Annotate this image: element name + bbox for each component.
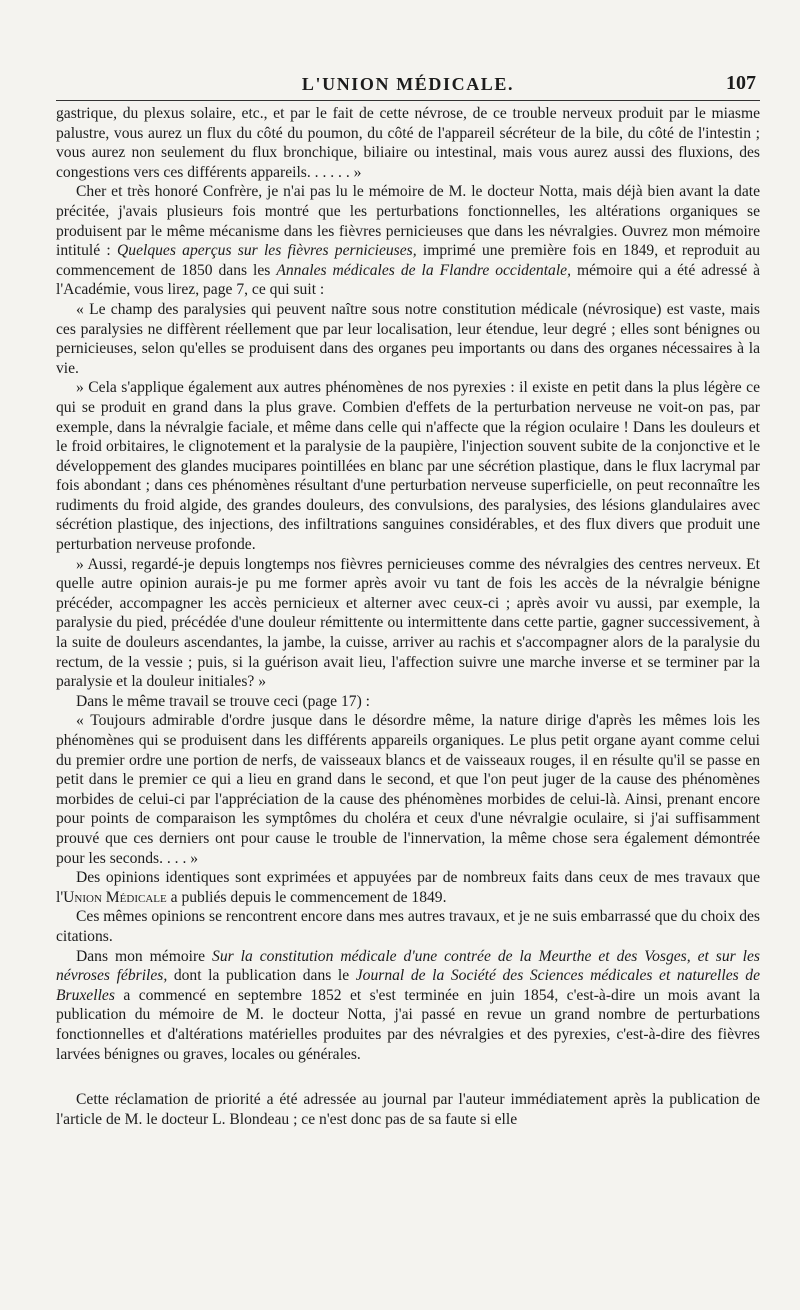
page-header bbox=[56, 0, 760, 104]
paragraph-4: » Cela s'applique également aux autres phénomènes de nos pyrexies : il existe en petit dans la plus légère ce qui se produit en grand dans la plus grave. Combien d'effets de la perturbation nerveuse ne voit-on pas, par exemple, dans la névralgie faciale, et même dans celle qui n'affecte que la région oculaire ! Dans les douleurs et le froid orbitaires, le clignotement et la paralysie de la paupière, l'injection souvent subite de la conjonctive et le développement des glandes mucipares pointillées en blanc par une sécrétion plastique, dans le flux lacrymal par fois abondant ; dans ces phénomènes résultant d'une perturbation nerveuse superficielle, on peut reconnaître les rudiments du froid algide, des grandes douleurs, des convulsions, des paralysies, des lésions glandulaires avec sécrétion plastique, des injections, des infiltrations sanguines considérables, et des flux divers que produit une perturbation nerveuse profonde. bbox=[56, 379, 760, 554]
paragraph-10-text-c: a commencé en septembre 1852 et s'est terminée en juin 1854, c'est-à-dire un mois avant la publication du mémoire de M. le docteur Notta, j'ai passé en revue un grand nombre de perturbations fonctionnelles et d'altérations matérielles produites par des névralgies et des pyrexies, c'est-à-dire des fièvres larvées bénignes ou graves, locales ou générales. bbox=[56, 986, 760, 1063]
paragraph-9: Ces mêmes opinions se rencontrent encore dans mes autres travaux, et je ne suis embarrassé que du choix des citations. bbox=[56, 908, 760, 945]
title-annales-medicales: Annales médicales de la Flandre occidentale, bbox=[276, 261, 571, 279]
page-number: 107 bbox=[726, 72, 756, 94]
journal-name: Union Médicale bbox=[63, 888, 167, 906]
header-rule bbox=[56, 100, 760, 101]
title-journal-societe: Journal de la Société des Sciences médicales et naturelles de Bruxelles bbox=[56, 967, 760, 1004]
paragraph-5: » Aussi, regardé-je depuis longtemps nos fièvres pernicieuses comme des névralgies des centres nerveux. Et quelle autre opinion aurais-je pu me former après avoir vu tant de fois les accès de la névralgie bénigne précéder, accompagner les accès pernicieux et alterner avec ceux-ci ; après avoir vu aussi, par exemple, la paralysie du pied, précédée d'une douleur rémittente ou intermittente dans cette partie, gagner successivement, à la suite de douleurs ascendantes, la jambe, la cuisse, arriver au rachis et s'accompagner alors de la paralysie du rectum, de la vessie ; puis, si la guérison avait lieu, l'affection suivre une marche inverse et se terminer par la paralysie et la douleur initiales? » bbox=[56, 555, 760, 691]
paragraph-10 bbox=[56, 947, 760, 1065]
paragraph-3: « Le champ des paralysies qui peuvent naître sous notre constitution médicale (névrosique) est vaste, mais ces paralysies ne diffèrent réellement que par leur localisation, leur étendue, leur degré ; elles sont bénignes ou pernicieuses, selon qu'elles se produisent dans des organes peu importants ou dans des organes nécessaires à la vie. bbox=[56, 300, 760, 377]
paragraph-2-text-b: imprimé une première fois en 1849, et reproduit au commencement de 1850 dans les bbox=[56, 242, 760, 279]
paragraph-8-text-a: Des opinions identiques sont exprimées et appuyées par de nombreux faits dans ceux de mes travaux que l' bbox=[56, 869, 760, 906]
paragraph-10-text-a: Dans mon mémoire bbox=[76, 947, 213, 965]
paragraph-6: Dans le même travail se trouve ceci (page 17) : bbox=[76, 692, 370, 710]
paragraph-10-text-b: dont la publication dans le bbox=[167, 967, 356, 985]
paragraph-2-text-c: mémoire qui a été adressé à l'Académie, vous lirez, page 7, ce qui suit : bbox=[56, 261, 760, 299]
running-title: L'UNION MÉDICALE. bbox=[301, 74, 515, 94]
paragraph-1: gastrique, du plexus solaire, etc., et par le fait de cette névrose, de ce trouble nerveux produit par le miasme palustre, vous aurez un flux du côté du poumon, du côté de l'appareil sécréteur de la bile, du côté de l'intestin ; vous aurez non seulement du flux bronchique, biliaire ou intestinal, mais vous aurez aussi des fluxions, des congestions vers ces différents appareils. . . . . . » bbox=[56, 105, 760, 181]
paragraph-11: Cette réclamation de priorité a été adressée au journal par l'auteur immédiatement après la publication de l'article de M. le docteur L. Blondeau ; ce n'est donc pas de sa faute si elle bbox=[56, 1091, 760, 1128]
paragraph-7: « Toujours admirable d'ordre jusque dans le désordre même, la nature dirige d'après les mêmes lois les phénomènes qui se produisent dans les différents appareils organiques. Le plus petit organe ayant comme celui du premier ordre une portion de nerfs, de vaisseaux blancs et de vaisseaux rouges, il en résulte qu'il se passe en petit dans le premier ce qui a lieu en grand dans le second, et que l'on peut juger de la cause des phénomènes morbides de celui-ci par l'appréciation de la cause des phénomènes morbides de celui-là. Ainsi, prenant encore pour points de comparaison les symptômes du choléra et ceux d'une névralgie oculaire, si j'ai suffisamment prouvé que ces derniers ont pour cause le trouble de l'innervation, la même chose sera également démontrée pour les seconds. . . . » bbox=[56, 712, 760, 867]
paragraph-2-text-a: Cher et très honoré Confrère, je n'ai pas lu le mémoire de M. le docteur Notta, mais déjà bien avant la date précitée, j'avais plusieurs fois montré que les perturbations fonctionnelles, les altérations organiques se produisent par le même mécanisme dans les fièvres pernicieuses que dans les névralgies. Ouvrez mon mémoire intitulé : bbox=[56, 183, 760, 260]
title-fievres-pernicieuses: Quelques aperçus sur les fièvres pernicieuses, bbox=[117, 242, 417, 260]
paragraph-8 bbox=[56, 868, 760, 907]
title-constitution-medicale: Sur la constitution médicale d'une contrée de la Meurthe et des Vosges, et sur les névroses fébriles, bbox=[56, 947, 760, 985]
body-text bbox=[56, 104, 760, 1129]
paragraph-8-text-b: a publiés depuis le commencement de 1849. bbox=[166, 888, 447, 906]
paragraph-2 bbox=[56, 182, 760, 300]
